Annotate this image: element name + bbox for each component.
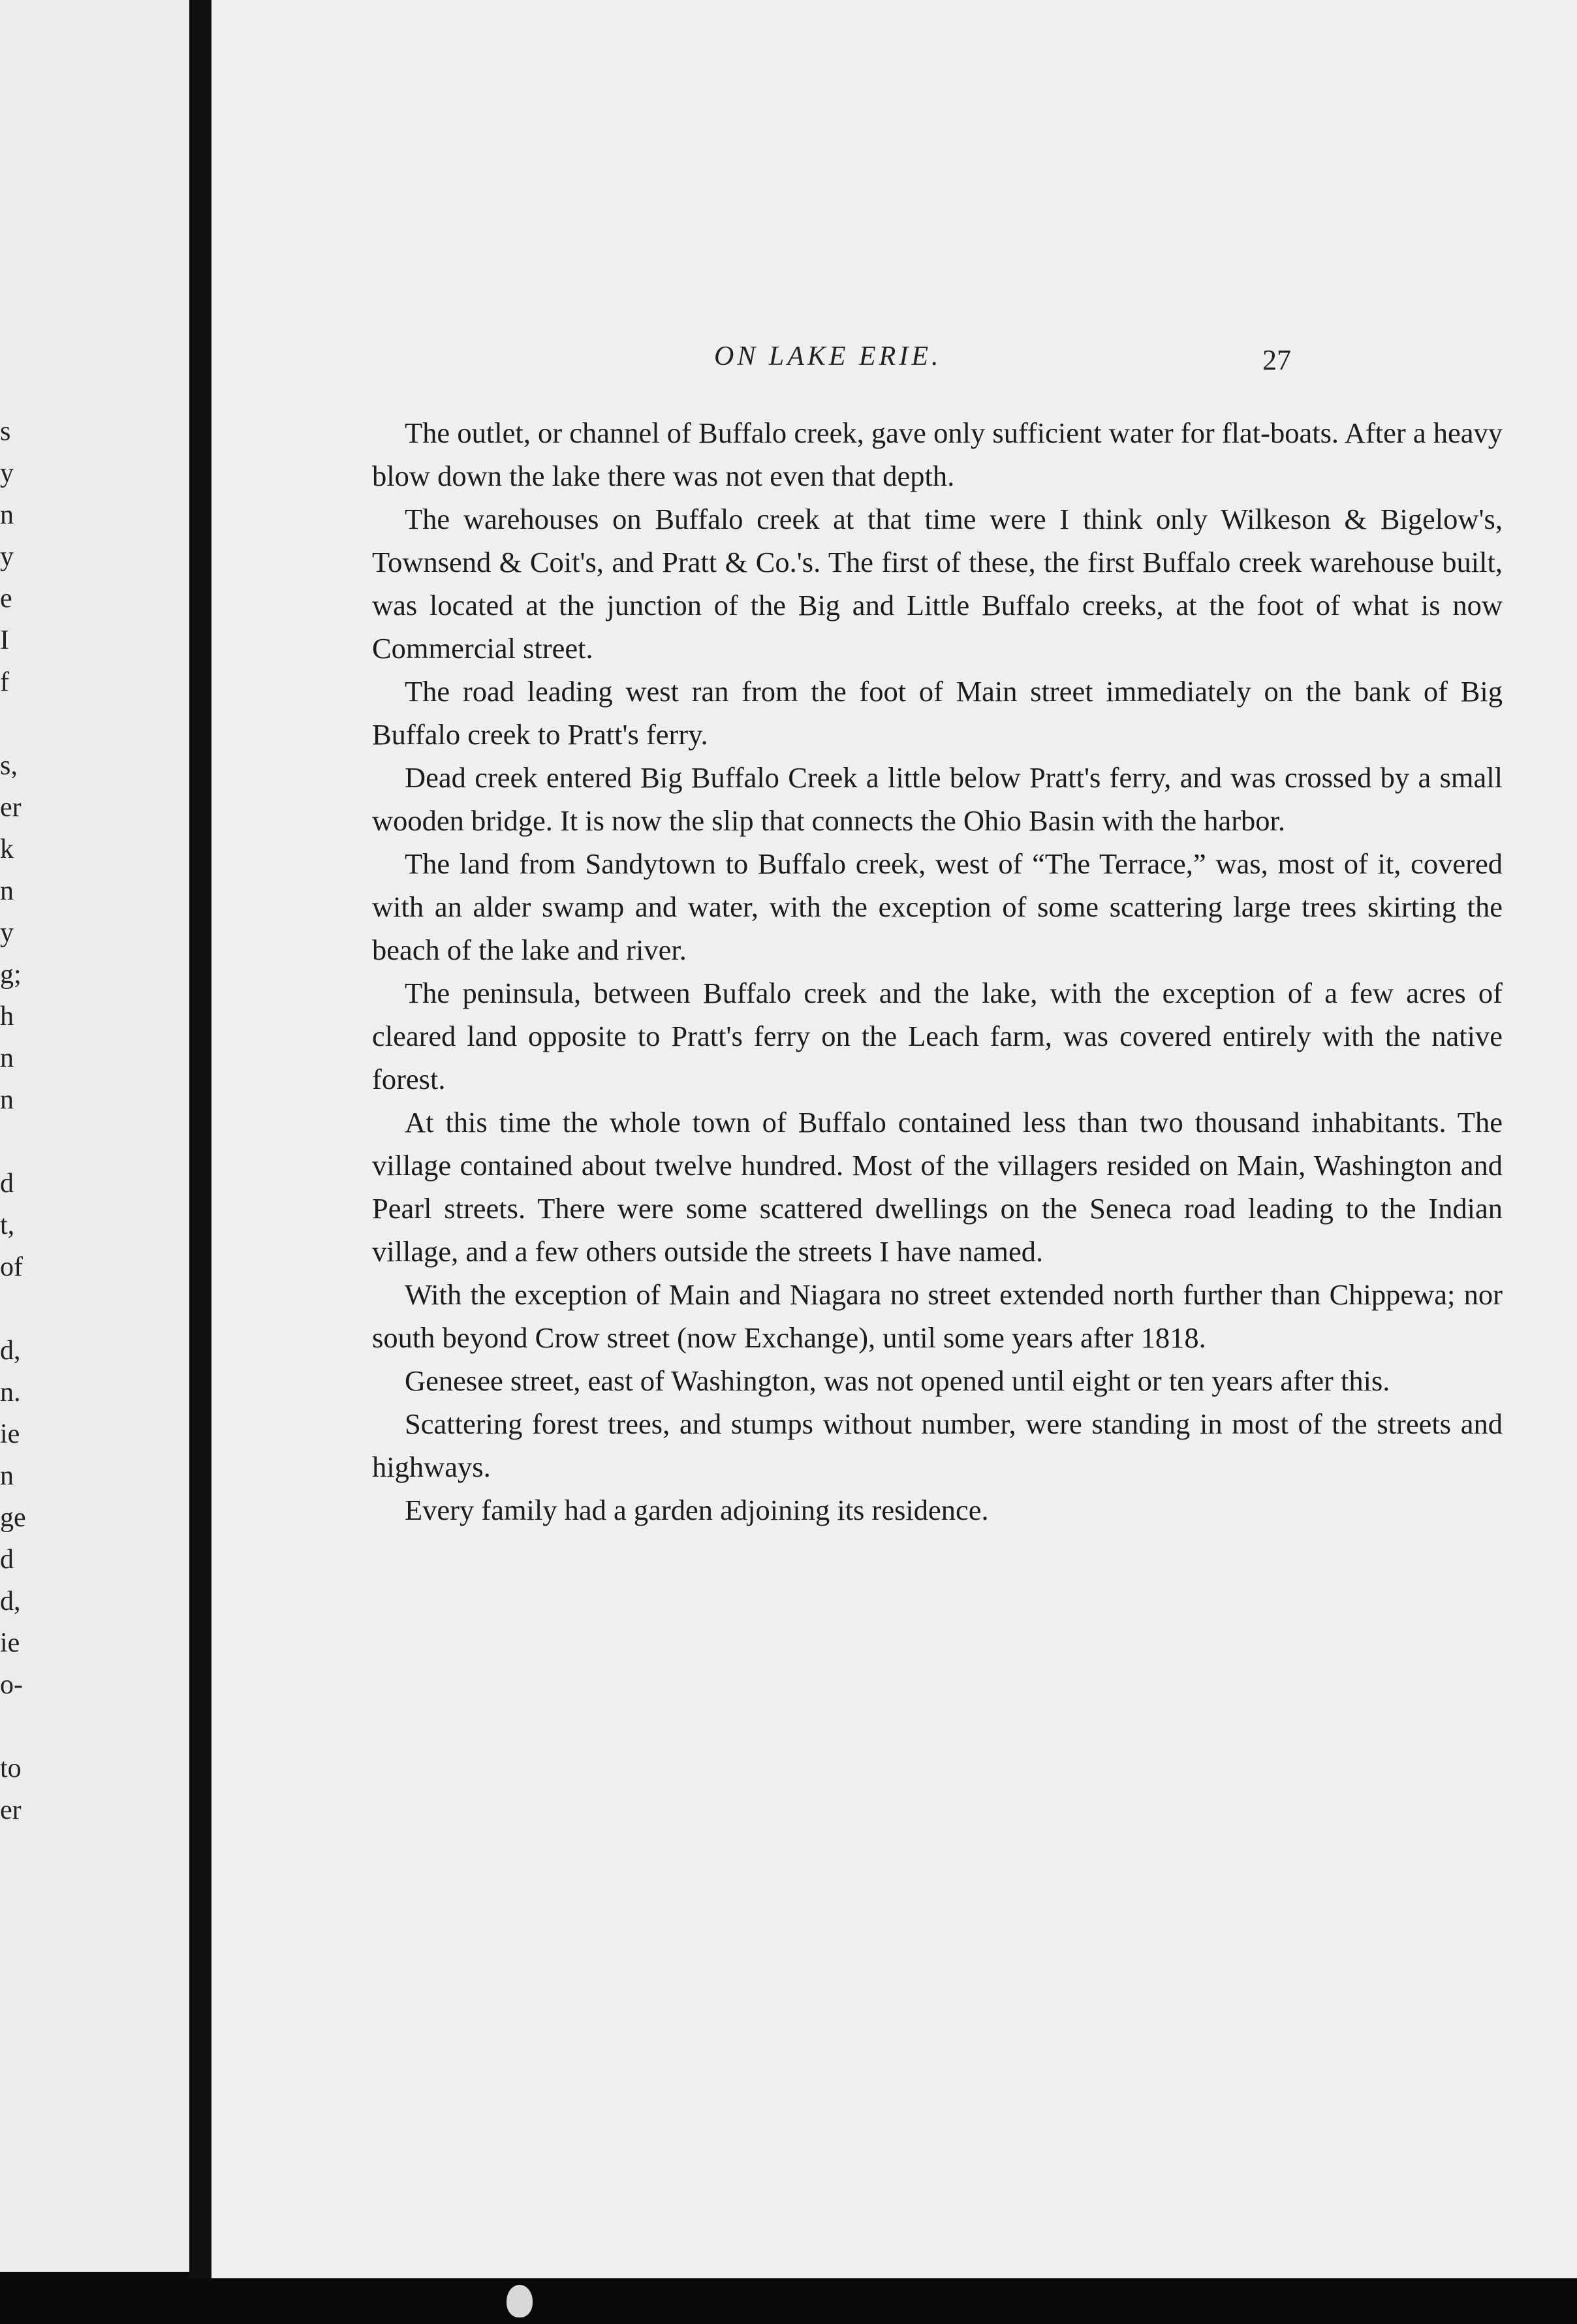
- paragraph: Dead creek entered Big Buffalo Creek a little below Pratt's ferry, and was crossed by a small wooden bridge. It is now the slip that connects the Ohio Basin with the harbor.: [372, 761, 1503, 837]
- left-margin-fragment: s: [0, 416, 11, 447]
- paragraph: The road leading west ran from the foot of Main street immediately on the bank of Big Buffalo creek to Pratt's ferry.: [372, 675, 1503, 751]
- paragraph: Every family had a garden adjoining its residence.: [405, 1494, 989, 1526]
- left-margin-fragment: t,: [0, 1210, 15, 1240]
- scan-bottom-border: [0, 2278, 1577, 2324]
- left-margin-fragment: er: [0, 793, 22, 823]
- left-margin-fragment: k: [0, 834, 14, 864]
- page-number: 27: [1262, 344, 1291, 376]
- paragraph: With the exception of Main and Niagara no street extended north further than Chippewa; nor south beyond Crow street (now Exchange), until some years after 1818.: [372, 1278, 1503, 1354]
- left-margin-fragment: h: [0, 1001, 14, 1031]
- scan-smudge: [507, 2285, 533, 2317]
- left-page-edge: [0, 0, 189, 2272]
- paragraph: The outlet, or channel of Buffalo creek, gave only sufficient water for flat-boats. After a heavy blow down the lake there was not even that depth.: [372, 416, 1503, 492]
- left-margin-fragment: y: [0, 542, 14, 572]
- left-margin-fragment: to: [0, 1753, 22, 1783]
- left-margin-fragment: d: [0, 1545, 14, 1575]
- book-spine-shadow: [189, 0, 211, 2324]
- paragraph: At this time the whole town of Buffalo contained less than two thousand inhabitants. The village contained about twelve hundred. Most of the villagers resided on Main, Washington and Pearl streets. There were some scattered dwellings on the Seneca road leading to the Indian village, and a few others outside the streets I have named.: [372, 1106, 1503, 1268]
- left-margin-fragment: d,: [0, 1586, 21, 1616]
- left-margin-fragment: n: [0, 1085, 14, 1115]
- left-margin-fragment: er: [0, 1795, 22, 1825]
- left-margin-fragment: ie: [0, 1419, 20, 1449]
- left-margin-fragment: d: [0, 1169, 14, 1199]
- left-margin-fragment: s,: [0, 751, 18, 781]
- left-margin-fragment: ie: [0, 1628, 20, 1658]
- book-page: [211, 0, 1577, 2278]
- left-margin-fragment: of: [0, 1252, 23, 1282]
- left-margin-fragment: I: [0, 625, 9, 655]
- paragraph: The land from Sandytown to Buffalo creek, west of “The Terrace,” was, most of it, covered with an alder swamp and water, with the exception of some scattering large trees skirting the beach of the lake and river.: [372, 847, 1503, 966]
- left-margin-fragment: n: [0, 876, 14, 906]
- paragraph: Scattering forest trees, and stumps without number, were standing in most of the streets and highways.: [372, 1407, 1503, 1483]
- left-margin-fragment: d,: [0, 1336, 21, 1366]
- left-margin-fragment: n: [0, 1461, 14, 1491]
- left-margin-fragment: o-: [0, 1670, 23, 1700]
- left-margin-fragment: f: [0, 667, 9, 697]
- left-margin-fragment: n: [0, 500, 14, 530]
- paragraph: The warehouses on Buffalo creek at that time were I think only Wilkeson & Bigelow's, Townsend & Coit's, and Pratt & Co.'s. The first of these, the first Buffalo creek warehouse built, was located at the junction of the Big and Little Buffalo creeks, at the foot of what is now Commercial street.: [372, 503, 1503, 665]
- page-header: [211, 341, 1577, 380]
- left-margin-fragment: y: [0, 458, 14, 488]
- left-margin-fragment: ge: [0, 1503, 26, 1533]
- left-margin-fragment: n: [0, 1043, 14, 1073]
- left-margin-fragment: n.: [0, 1377, 21, 1407]
- left-margin-fragment: y: [0, 918, 14, 948]
- left-margin-fragment: g;: [0, 960, 22, 990]
- page-body: [372, 411, 1503, 1531]
- left-margin-fragment: e: [0, 584, 12, 614]
- paragraph: The peninsula, between Buffalo creek and the lake, with the exception of a few acres of cleared land opposite to Pratt's ferry on the Leach farm, was covered entirely with the native forest.: [372, 977, 1503, 1095]
- paragraph: Genesee street, east of Washington, was not opened until eight or ten years after this.: [405, 1364, 1390, 1397]
- running-title: ON LAKE ERIE.: [714, 341, 942, 371]
